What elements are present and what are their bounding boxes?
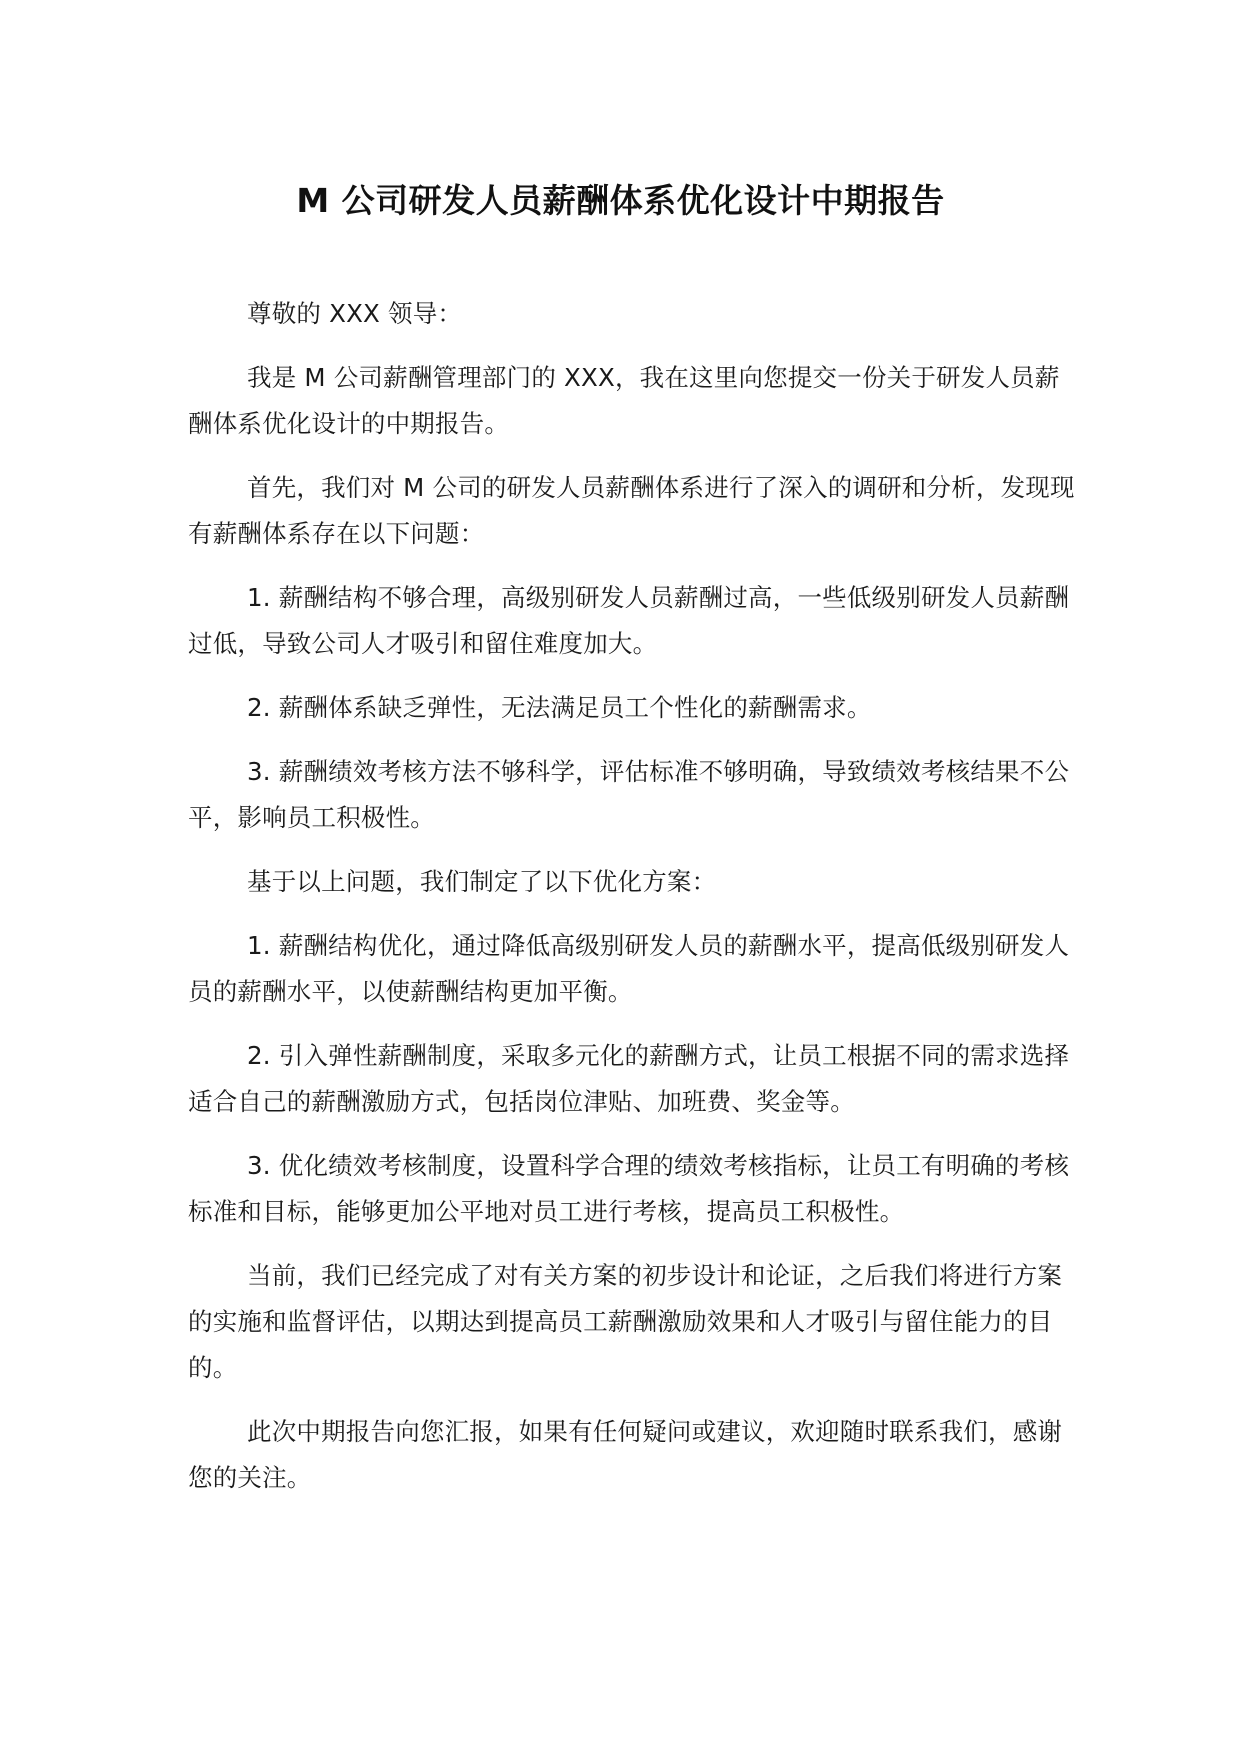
problem-item-1: 1. 薪酬结构不够合理，高级别研发人员薪酬过高，一些低级别研发人员薪酬过低，导致公司人才吸引和留住难度加大。 [188, 583, 1070, 658]
problem-item-2: 2. 薪酬体系缺乏弹性，无法满足员工个性化的薪酬需求。 [247, 693, 872, 722]
solution-item-3: 3. 优化绩效考核制度，设置科学合理的绩效考核指标，让员工有明确的考核标准和目标，能够更加公平地对员工进行考核，提高员工积极性。 [188, 1151, 1070, 1226]
salutation: 尊敬的 XXX 领导： [247, 299, 463, 328]
solution-intro-paragraph: 基于以上问题，我们制定了以下优化方案： [247, 867, 717, 896]
solution-item-1: 1. 薪酬结构优化，通过降低高级别研发人员的薪酬水平，提高低级别研发人员的薪酬水平，以使薪酬结构更加平衡。 [188, 931, 1070, 1006]
progress-paragraph: 当前，我们已经完成了对有关方案的初步设计和论证，之后我们将进行方案的实施和监督评估，以期达到提高员工薪酬激励效果和人才吸引与留住能力的目的。 [188, 1261, 1063, 1382]
problem-item-3: 3. 薪酬绩效考核方法不够科学，评估标准不够明确，导致绩效考核结果不公平，影响员工积极性。 [188, 757, 1070, 832]
analysis-paragraph: 首先，我们对 M 公司的研发人员薪酬体系进行了深入的调研和分析，发现现有薪酬体系存在以下问题： [188, 473, 1075, 548]
solution-item-2: 2. 引入弹性薪酬制度，采取多元化的薪酬方式，让员工根据不同的需求选择适合自己的薪酬激励方式，包括岗位津贴、加班费、奖金等。 [188, 1041, 1070, 1116]
document-body [188, 291, 1078, 1519]
closing-paragraph: 此次中期报告向您汇报，如果有任何疑问或建议，欢迎随时联系我们，感谢您的关注。 [188, 1417, 1063, 1492]
intro-paragraph: 我是 M 公司薪酬管理部门的 XXX，我在这里向您提交一份关于研发人员薪酬体系优化设计的中期报告。 [188, 363, 1060, 438]
document-title: M 公司研发人员薪酬体系优化设计中期报告 [296, 181, 945, 220]
